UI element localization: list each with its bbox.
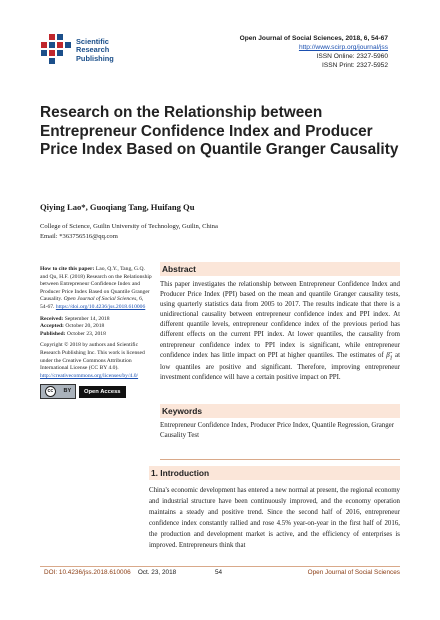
page-number: 54 (215, 569, 223, 576)
cc-by-badge[interactable] (40, 384, 76, 399)
abstract-body (160, 280, 400, 383)
abstract-header (160, 262, 400, 276)
citation-sidebar (40, 266, 152, 399)
cite-doi-link[interactable]: https://doi.org/10.4236/jss.2018.610006 (55, 303, 146, 310)
accepted-label: Accepted: (40, 323, 64, 330)
keywords-text: Entrepreneur Confidence Index, Producer Price Index, Quantile Regression, Granger Causality Test (160, 422, 395, 440)
paper-title: Research on the Relationship between Entrepreneur Confidence Index and Producer Price Index Based on Quantile Granger Causality (40, 104, 399, 158)
cite-label: How to cite this paper: (40, 266, 95, 272)
issn-print: ISSN Print: 2327-5952 (322, 62, 388, 69)
srp-logo-icon (40, 33, 72, 65)
abstract-heading: Abstract (160, 262, 400, 276)
by-icon: BY (63, 388, 72, 395)
intro-body: China's economic development has entered a new normal at present, the regional economy and industrial structure have been continuously improved, and the economy operation maintains a steady and positive trend. Since the second half of 2016, entrepreneur confidence index constantly rallied and rose 4.5% year-on-year in the first half of 2016, the production and development market is active, and the efficiency of enterprises is improved. Entrepreneurs think that (149, 487, 400, 550)
abstract-text: This paper investigates the relationship between Entrepreneur Confidence Index and Producer Price Index (PPI) based on the mean and quantile Granger causality tests, using quarterly statistics data from 2005 to 2017. The results indicate that there is a unidirectional causality between entrepreneur confidence index and PPI index. At different quantile levels, entrepreneur confidence index of the previous period has different effects on the current PPI index. At lower quantiles, the causality from entrepreneur confidence index to PPI index is significant, while entrepreneur confidence index has little impact on PPI at higher quantiles. The estimates of (160, 281, 400, 359)
beta-hat: β̂ (386, 351, 390, 359)
cite-journal: Open Journal of Social Sciences (63, 296, 137, 303)
section-divider (160, 459, 400, 460)
keywords-heading: Keywords (160, 404, 400, 418)
cite-text: Lao, Q.Y., Tang, G.Q. and Qu, H.F. (2018) Research on the Relationship between Entrepreneur Confidence Index and Producer Price Index Based on Quantile Granger Causality. (40, 266, 152, 303)
intro-heading: 1. Introduction (149, 466, 400, 480)
open-access-badge: Open Access (79, 386, 126, 398)
keywords-header (160, 404, 400, 418)
cite-volume: , 6, 54-67. (40, 296, 144, 310)
paper-authors: Qiying Lao*, Guoqiang Tang, Huifang Qu (40, 202, 195, 212)
journal-url-link[interactable]: http://www.scirp.org/journal/jss (298, 44, 388, 51)
footer-rule (40, 566, 400, 567)
beta-subscript: 1 (389, 355, 393, 362)
cc-icon: cc (45, 386, 56, 397)
dates (40, 316, 152, 339)
copyright (40, 342, 152, 380)
journal-info (240, 34, 388, 70)
affiliation-block (40, 222, 218, 242)
license-link[interactable]: http://creativecommons.org/licenses/by/4.0/ (40, 372, 139, 379)
accepted-date: October 20, 2018 (63, 323, 105, 330)
footer-doi-date (44, 569, 176, 576)
publisher-line: Research (76, 45, 110, 55)
footer-date: Oct. 23, 2018 (137, 569, 177, 576)
footer-journal: Open Journal of Social Sciences (307, 569, 400, 576)
license-badges (40, 384, 152, 399)
publisher-line: Publishing (76, 53, 114, 63)
publisher-line: Scientific (76, 37, 109, 46)
author-email: Email: *363756516@qq.com (40, 233, 118, 240)
published-date: October 23, 2018 (65, 330, 106, 337)
received-label: Received: (40, 315, 64, 322)
beta-hat-symbol (386, 351, 393, 362)
journal-line: Open Journal of Social Sciences, 2018, 6, 54-67 (239, 35, 388, 42)
how-to-cite (40, 266, 152, 312)
received-date: September 14, 2018 (63, 315, 110, 322)
footer-doi: DOI: 10.4236/jss.2018.610006 (44, 569, 131, 576)
published-label: Published: (40, 330, 66, 337)
publisher-name (76, 38, 114, 63)
affiliation: College of Science, Guilin University of Technology, Guilin, China (40, 223, 218, 230)
intro-header (149, 466, 400, 480)
copyright-text: Copyright © 2018 by authors and Scientific Research Publishing Inc. This work is licensed under the Creative Commons Attribution International License (CC BY 4.0). (40, 342, 145, 372)
publisher-logo (40, 33, 112, 69)
issn-online: ISSN Online: 2327-5960 (316, 53, 388, 60)
abstract-text-end: at low quantiles are positive and significant. Therefore, improving entrepreneur investment confidence will have a certain positive impact on PPI. (160, 351, 400, 382)
